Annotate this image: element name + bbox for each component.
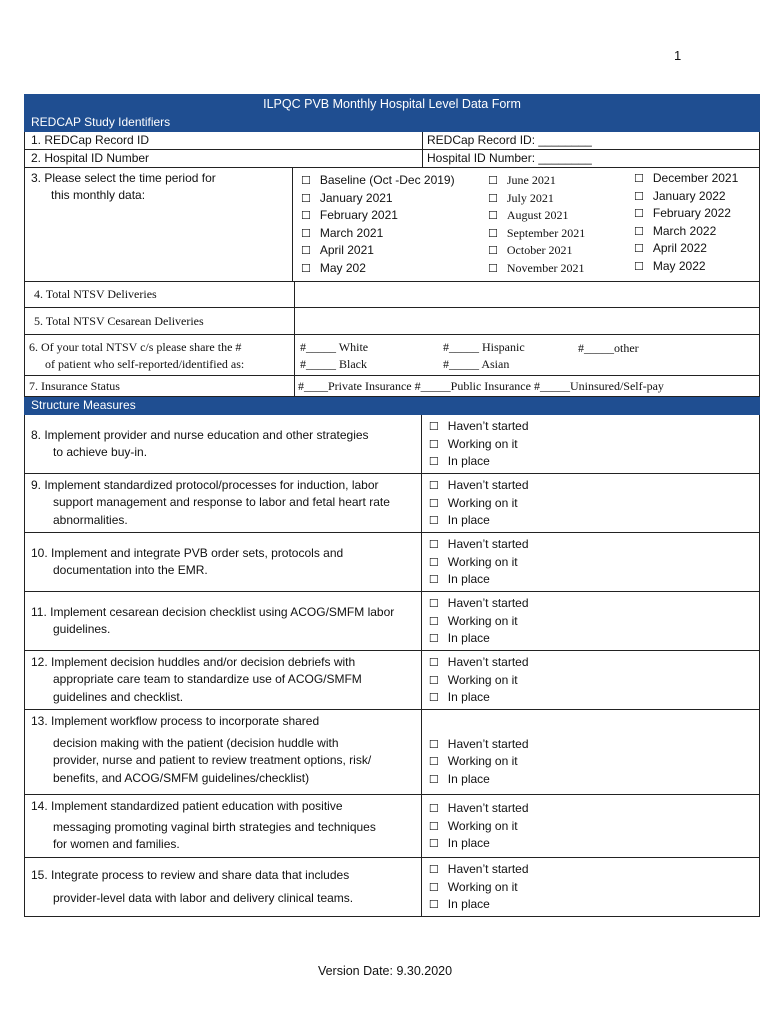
hispanic-count-field[interactable]: #_____ Hispanic xyxy=(443,340,525,354)
time-period-label-line1: 3. Please select the time period for xyxy=(31,171,216,185)
checkbox-icon[interactable]: ☐ xyxy=(428,420,439,434)
ntsv-deliveries-label: 4. Total NTSV Deliveries xyxy=(25,282,295,307)
measure-text-line: 14. Implement standardized patient education with positive xyxy=(31,799,343,814)
measure-text-line: 9. Implement standardized protocol/processes for induction, labor xyxy=(31,477,379,492)
measure-row-12 xyxy=(24,651,760,710)
status-not-started[interactable] xyxy=(429,736,759,754)
measure-status-options xyxy=(422,651,759,709)
ntsv-cesarean-label: 5. Total NTSV Cesarean Deliveries xyxy=(25,308,295,334)
other-count-field[interactable]: #_____other xyxy=(578,341,639,355)
black-count-field[interactable]: #_____ Black xyxy=(300,357,367,371)
measure-text-line: 12. Implement decision huddles and/or decision debriefs with xyxy=(31,654,356,669)
option-baseline[interactable] xyxy=(301,172,488,190)
status-label: Working on it xyxy=(447,754,518,768)
option-label: Baseline (Oct -Dec 2019) xyxy=(319,173,455,187)
measure-description xyxy=(25,533,422,591)
option-feb-2021[interactable] xyxy=(301,207,488,225)
status-working-on-it[interactable] xyxy=(429,613,759,631)
status-label: Working on it xyxy=(447,495,518,510)
checkbox-icon[interactable]: ☐ xyxy=(301,174,311,187)
measure-row-13 xyxy=(24,710,760,795)
status-in-place[interactable] xyxy=(429,896,759,914)
option-label: October 2021 xyxy=(506,243,573,257)
status-label: Haven’t started xyxy=(447,655,529,670)
measure-row-10 xyxy=(24,533,760,592)
option-mar-2022[interactable] xyxy=(634,223,759,241)
measure-text-line: messaging promoting vaginal birth strategies and techniques xyxy=(53,819,376,834)
race-ethnicity-label-line1: 6. Of your total NTSV c/s please share the # xyxy=(29,340,242,354)
status-in-place[interactable] xyxy=(429,689,759,707)
time-period-column-3 xyxy=(634,170,759,281)
status-label: Haven’t started xyxy=(447,478,529,493)
question-row-record-id xyxy=(24,132,760,150)
option-apr-2022[interactable] xyxy=(634,240,759,258)
checkbox-icon[interactable]: ☐ xyxy=(428,819,439,833)
status-working-on-it[interactable] xyxy=(429,753,759,771)
option-oct-2021[interactable] xyxy=(488,242,634,260)
checkbox-icon[interactable]: ☐ xyxy=(428,538,439,552)
status-label: Working on it xyxy=(447,879,518,894)
option-label: August 2021 xyxy=(506,208,569,222)
race-ethnicity-label xyxy=(25,335,295,375)
checkbox-icon[interactable]: ☐ xyxy=(428,691,439,705)
status-in-place[interactable] xyxy=(429,453,759,471)
option-feb-2022[interactable] xyxy=(634,205,759,223)
ntsv-deliveries-field[interactable] xyxy=(295,282,759,307)
checkbox-icon[interactable]: ☐ xyxy=(488,226,498,240)
measure-text-line: 15. Integrate process to review and share data that includes xyxy=(31,867,350,882)
checkbox-icon[interactable]: ☐ xyxy=(301,244,311,257)
measure-description xyxy=(25,710,422,794)
data-form xyxy=(24,94,760,917)
measure-row-14 xyxy=(24,795,760,858)
status-label: Haven’t started xyxy=(447,596,529,611)
white-count-field[interactable]: #_____ White xyxy=(300,340,369,354)
measure-status-options xyxy=(422,474,759,532)
status-in-place[interactable] xyxy=(429,512,759,530)
checkbox-icon[interactable]: ☐ xyxy=(428,632,439,646)
measure-text-line: benefits, and ACOG/SMFM guidelines/checklist) xyxy=(53,770,310,785)
option-aug-2021[interactable] xyxy=(488,207,634,225)
option-label: June 2021 xyxy=(506,173,556,187)
race-ethnicity-fields xyxy=(295,335,759,375)
option-label: May 202 xyxy=(319,260,366,275)
option-dec-2021[interactable] xyxy=(634,170,759,188)
option-nov-2021[interactable] xyxy=(488,260,634,278)
checkbox-icon[interactable]: ☐ xyxy=(488,209,498,222)
checkbox-icon[interactable]: ☐ xyxy=(634,259,644,273)
option-label: March 2021 xyxy=(319,225,384,240)
status-not-started[interactable] xyxy=(429,418,759,436)
checkbox-icon[interactable]: ☐ xyxy=(428,573,439,587)
status-label: In place xyxy=(447,690,490,705)
option-apr-2021[interactable] xyxy=(301,242,488,260)
measure-text-line: provider-level data with labor and delivery clinical teams. xyxy=(53,891,354,905)
checkbox-icon[interactable]: ☐ xyxy=(488,174,498,187)
status-in-place[interactable] xyxy=(429,630,759,648)
measure-text-line: appropriate care team to standardize use of ACOG/SMFM xyxy=(53,672,362,687)
measure-status-options xyxy=(422,710,759,794)
measure-text-line: abnormalities. xyxy=(53,512,128,527)
checkbox-icon[interactable]: ☐ xyxy=(428,437,439,451)
section-header-structure: Structure Measures xyxy=(24,397,760,415)
status-label: Haven’t started xyxy=(447,736,529,751)
measure-description xyxy=(25,474,422,532)
checkbox-icon[interactable]: ☐ xyxy=(428,755,439,768)
option-jan-2021[interactable] xyxy=(301,190,488,208)
status-label: In place xyxy=(447,897,490,912)
page-number: 1 xyxy=(674,48,682,63)
option-label: December 2021 xyxy=(652,171,739,185)
checkbox-icon[interactable]: ☐ xyxy=(428,673,439,687)
hospital-id-label: 2. Hospital ID Number xyxy=(25,150,423,167)
status-label: Working on it xyxy=(447,436,518,451)
measure-text-line: guidelines. xyxy=(53,622,111,636)
measure-description xyxy=(25,651,422,709)
measure-row-15 xyxy=(24,858,760,917)
option-label: March 2022 xyxy=(652,223,717,238)
status-working-on-it[interactable] xyxy=(429,495,759,513)
status-working-on-it[interactable] xyxy=(429,672,759,690)
checkbox-icon[interactable]: ☐ xyxy=(634,207,644,220)
measure-description xyxy=(25,795,422,857)
measure-description xyxy=(25,858,422,916)
version-date: Version Date: 9.30.2020 xyxy=(317,964,453,978)
option-jul-2021[interactable] xyxy=(488,190,634,208)
option-label: January 2021 xyxy=(319,190,393,205)
checkbox-icon[interactable]: ☐ xyxy=(428,479,439,493)
time-period-column-2 xyxy=(488,172,634,281)
status-label: In place xyxy=(447,771,490,786)
measure-status-options xyxy=(422,858,759,916)
insurance-label: 7. Insurance Status xyxy=(25,376,295,396)
option-label: April 2021 xyxy=(319,243,374,257)
status-label: In place xyxy=(447,631,490,646)
checkbox-icon[interactable]: ☐ xyxy=(634,242,644,255)
measure-status-options xyxy=(422,592,759,650)
hospital-id-field[interactable]: Hospital ID Number: ________ xyxy=(427,151,592,165)
checkbox-icon[interactable]: ☐ xyxy=(301,209,311,222)
measure-text-line: 13. Implement workflow process to incorporate shared xyxy=(31,714,320,728)
checkbox-icon[interactable]: ☐ xyxy=(428,455,439,469)
status-in-place[interactable] xyxy=(429,771,759,789)
status-not-started[interactable] xyxy=(429,477,759,495)
status-label: In place xyxy=(447,513,490,528)
status-not-started[interactable] xyxy=(429,861,759,879)
section-header-identifiers: REDCAP Study Identifiers xyxy=(24,114,760,132)
status-label: Working on it xyxy=(447,672,518,687)
checkbox-icon[interactable]: ☐ xyxy=(428,898,439,912)
status-label: Haven’t started xyxy=(447,801,529,816)
option-mar-2021[interactable] xyxy=(301,225,488,243)
measure-text-line: for women and families. xyxy=(53,837,180,852)
record-id-field[interactable]: REDCap Record ID: ________ xyxy=(427,133,592,147)
status-label: Haven’t started xyxy=(447,862,529,877)
status-not-started[interactable] xyxy=(429,595,759,613)
checkbox-icon[interactable]: ☐ xyxy=(428,837,439,851)
checkbox-icon[interactable]: ☐ xyxy=(488,261,498,275)
status-not-started[interactable] xyxy=(429,654,759,672)
checkbox-icon[interactable]: ☐ xyxy=(301,191,311,205)
measure-text-line: 8. Implement provider and nurse education and other strategies xyxy=(31,427,369,442)
time-period-label xyxy=(25,168,293,281)
measure-text-line: guidelines and checklist. xyxy=(53,689,184,704)
measure-text-line: support management and response to labor and fetal heart rate xyxy=(53,495,390,510)
status-label: In place xyxy=(447,836,490,851)
measure-text-line: documentation into the EMR. xyxy=(53,563,208,577)
question-row-ntsv-deliveries xyxy=(24,282,760,308)
option-label: May 2022 xyxy=(652,258,706,273)
measure-status-options xyxy=(422,533,759,591)
status-label: Working on it xyxy=(447,613,518,628)
checkbox-icon[interactable]: ☐ xyxy=(301,261,311,275)
status-label: In place xyxy=(447,572,490,587)
question-row-insurance xyxy=(24,376,760,397)
option-may-2021[interactable] xyxy=(301,260,488,278)
ntsv-cesarean-field[interactable] xyxy=(295,308,759,334)
checkbox-icon[interactable]: ☐ xyxy=(634,172,644,185)
checkbox-icon[interactable]: ☐ xyxy=(428,737,439,751)
question-row-time-period xyxy=(24,168,760,282)
checkbox-icon[interactable]: ☐ xyxy=(488,244,498,257)
question-row-ntsv-cesarean xyxy=(24,308,760,335)
measure-status-options xyxy=(422,415,759,473)
option-jan-2022[interactable] xyxy=(634,188,759,206)
checkbox-icon[interactable]: ☐ xyxy=(428,880,439,894)
measure-text-line: provider, nurse and patient to review treatment options, risk/ xyxy=(53,753,372,767)
checkbox-icon[interactable]: ☐ xyxy=(428,772,439,786)
asian-count-field[interactable]: #_____ Asian xyxy=(443,357,510,371)
status-label: Working on it xyxy=(447,554,518,569)
status-working-on-it[interactable] xyxy=(429,436,759,454)
status-label: Haven’t started xyxy=(447,537,529,552)
status-in-place[interactable] xyxy=(429,571,759,589)
checkbox-icon[interactable]: ☐ xyxy=(428,555,439,569)
status-working-on-it[interactable] xyxy=(429,818,759,836)
status-in-place[interactable] xyxy=(429,835,759,853)
measure-text-line: to achieve buy-in. xyxy=(53,445,148,459)
checkbox-icon[interactable]: ☐ xyxy=(488,191,498,205)
uninsured-field[interactable]: #_____Uninsured/Self-pay xyxy=(533,379,664,393)
measure-row-8 xyxy=(24,415,760,474)
measure-text-line: 11. Implement cesarean decision checklist using ACOG/SMFM labor xyxy=(31,604,395,619)
status-label: Haven’t started xyxy=(447,419,529,434)
status-label: In place xyxy=(447,454,490,469)
checkbox-icon[interactable]: ☐ xyxy=(634,224,644,238)
option-label: January 2022 xyxy=(652,188,726,203)
time-period-label-line2: this monthly data: xyxy=(51,188,146,202)
status-not-started[interactable] xyxy=(429,800,759,818)
private-insurance-field[interactable]: #____Private Insurance xyxy=(298,379,412,393)
checkbox-icon[interactable]: ☐ xyxy=(428,863,439,877)
status-working-on-it[interactable] xyxy=(429,554,759,572)
question-row-hospital-id xyxy=(24,150,760,168)
record-id-label: 1. REDCap Record ID xyxy=(25,132,423,149)
option-label: July 2021 xyxy=(506,190,554,205)
time-period-column-1 xyxy=(301,172,488,281)
measure-description xyxy=(25,592,422,650)
checkbox-icon[interactable]: ☐ xyxy=(428,597,439,611)
option-label: February 2022 xyxy=(652,206,731,220)
checkbox-icon[interactable]: ☐ xyxy=(428,514,439,528)
option-label: February 2021 xyxy=(319,208,398,222)
status-label: Working on it xyxy=(447,818,518,833)
status-working-on-it[interactable] xyxy=(429,879,759,897)
checkbox-icon[interactable]: ☐ xyxy=(301,226,311,240)
measure-text-line: decision making with the patient (decision huddle with xyxy=(53,735,339,750)
measure-row-11 xyxy=(24,592,760,651)
question-row-race-ethnicity xyxy=(24,335,760,376)
option-jun-2021[interactable] xyxy=(488,172,634,190)
option-label: September 2021 xyxy=(506,225,586,240)
option-may-2022[interactable] xyxy=(634,258,759,276)
race-ethnicity-label-line2: of patient who self-reported/identified as: xyxy=(45,357,245,371)
status-not-started[interactable] xyxy=(429,536,759,554)
checkbox-icon[interactable]: ☐ xyxy=(428,496,439,510)
checkbox-icon[interactable]: ☐ xyxy=(634,189,644,203)
public-insurance-field[interactable]: #_____Public Insurance xyxy=(414,379,531,393)
checkbox-icon[interactable]: ☐ xyxy=(428,656,439,670)
measure-row-9 xyxy=(24,474,760,533)
checkbox-icon[interactable]: ☐ xyxy=(428,614,439,628)
insurance-fields xyxy=(295,376,664,396)
checkbox-icon[interactable]: ☐ xyxy=(428,802,439,816)
time-period-options xyxy=(293,168,759,281)
measure-status-options xyxy=(422,795,759,857)
option-sep-2021[interactable] xyxy=(488,225,634,243)
measure-description xyxy=(25,415,422,473)
option-label: April 2022 xyxy=(652,241,707,255)
option-label: November 2021 xyxy=(506,260,585,275)
form-title: ILPQC PVB Monthly Hospital Level Data Form xyxy=(24,94,760,114)
measure-text-line: 10. Implement and integrate PVB order sets, protocols and xyxy=(31,545,344,560)
